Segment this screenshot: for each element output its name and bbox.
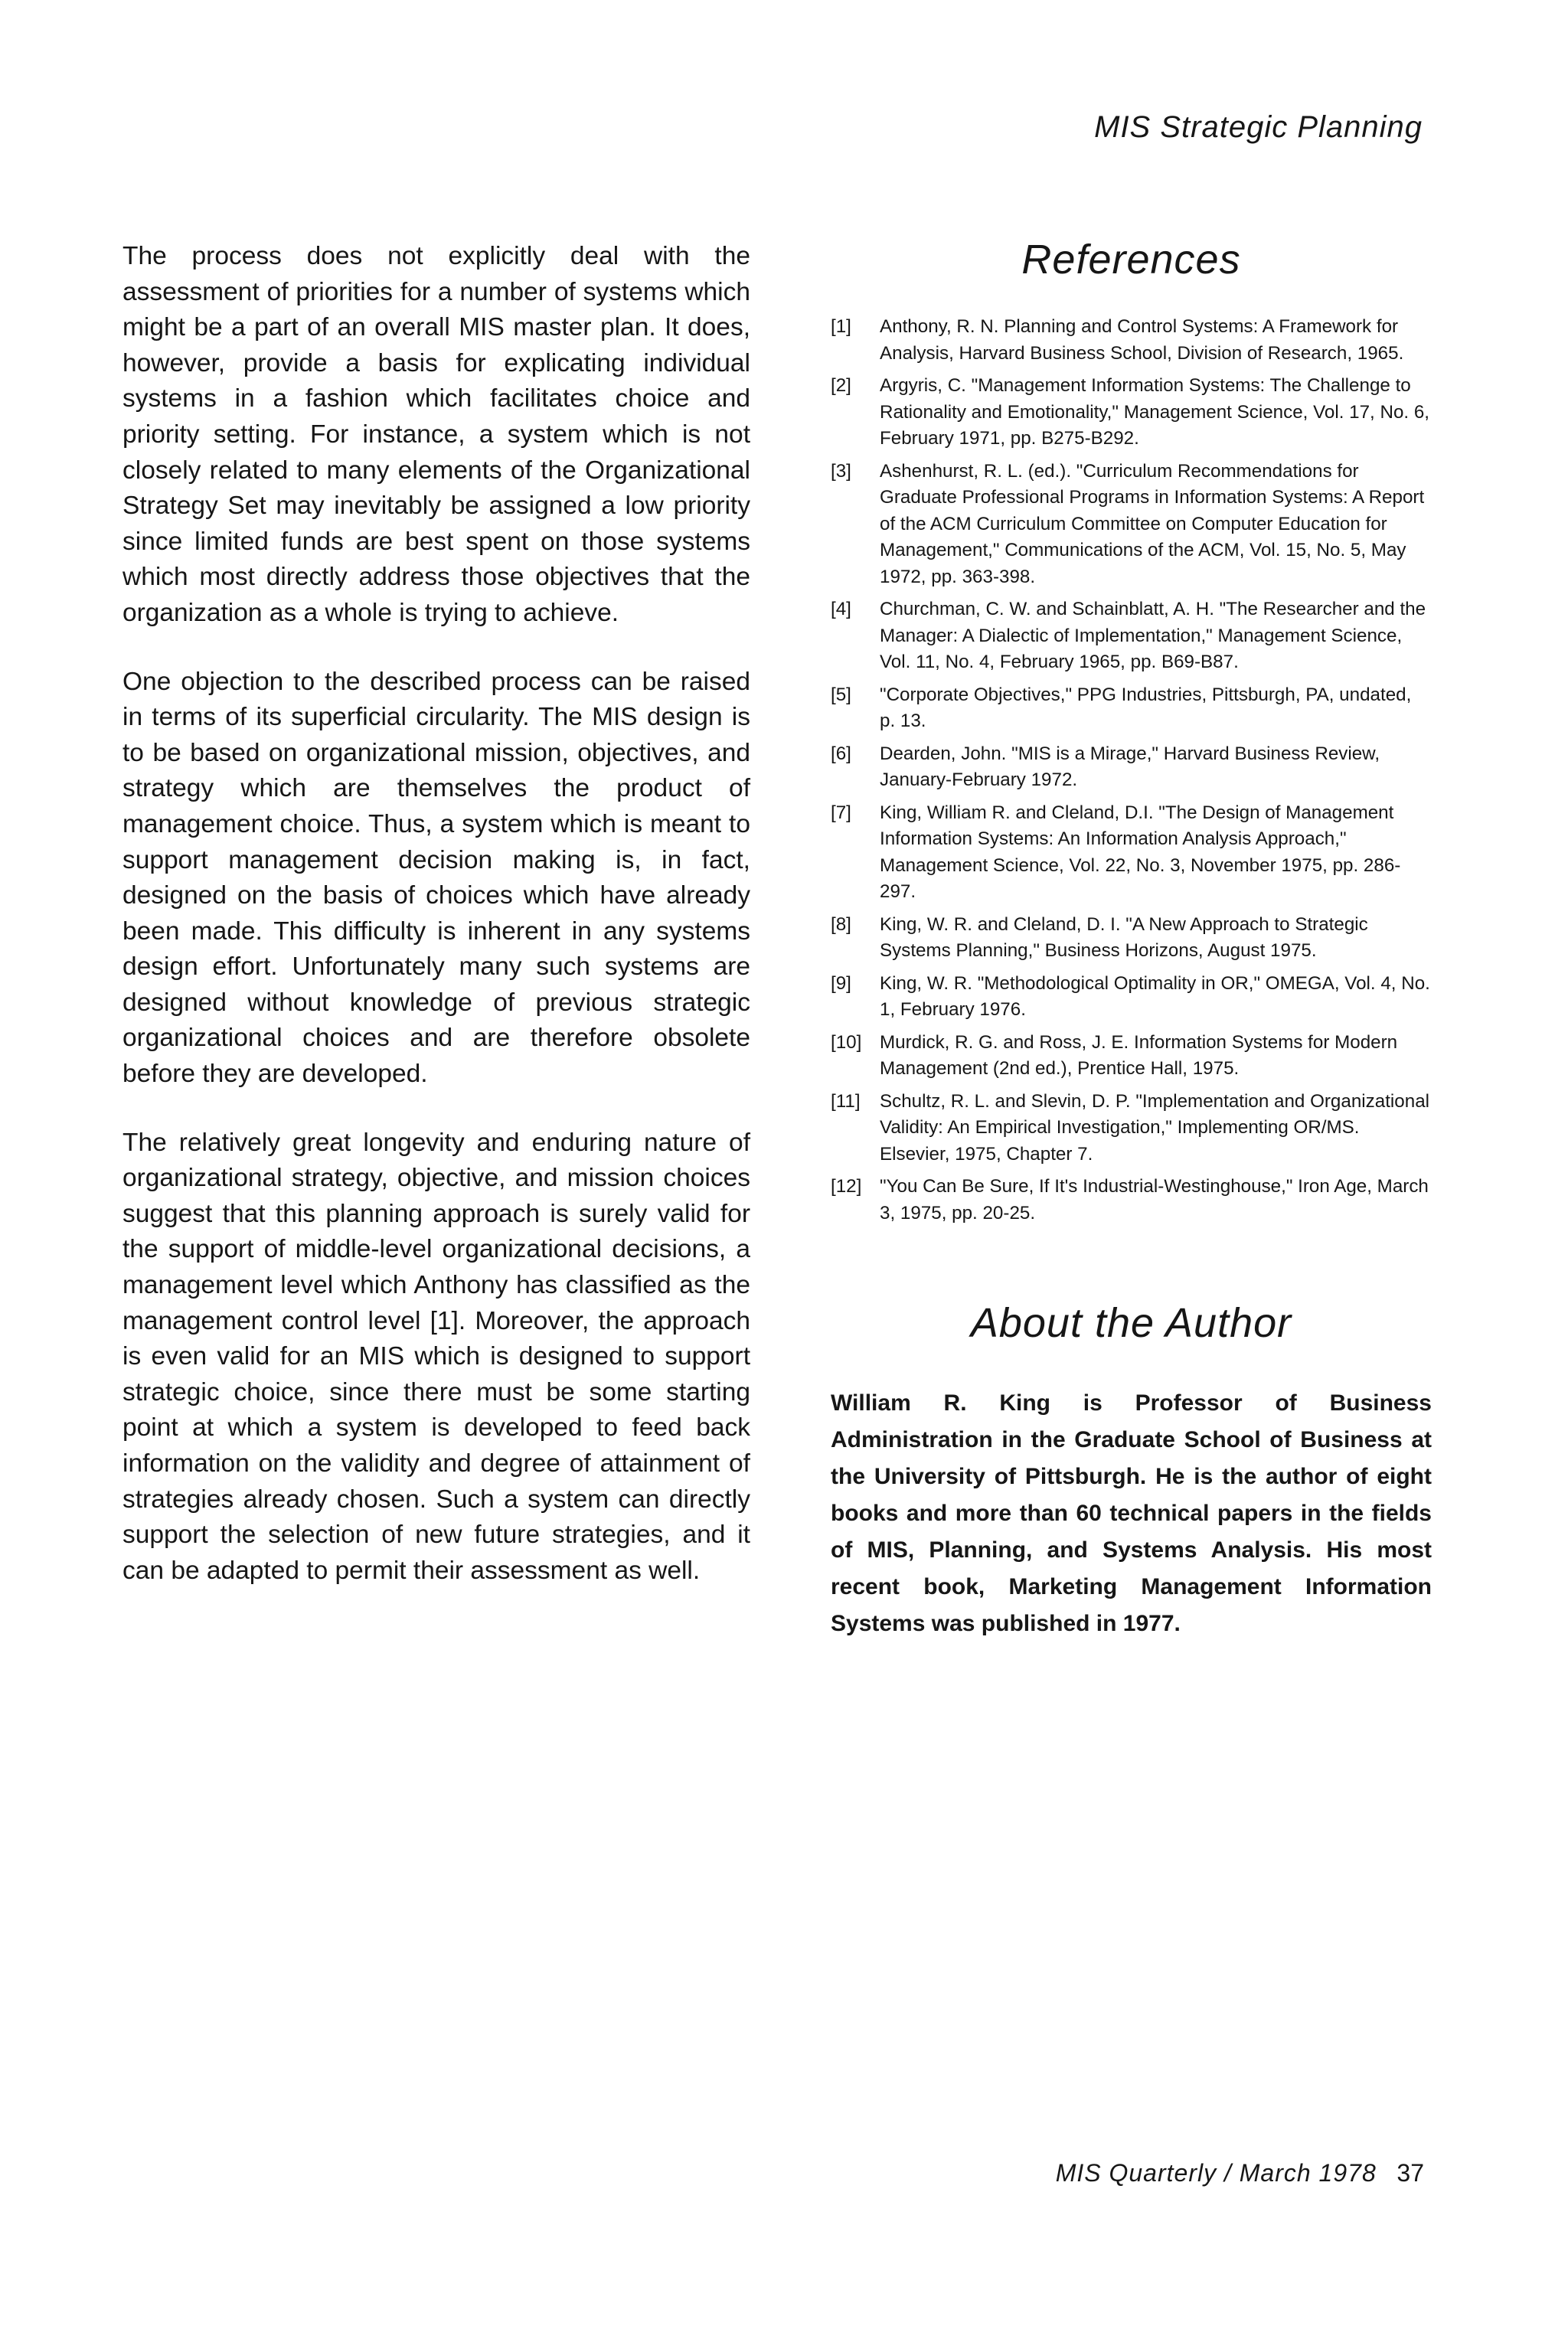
reference-item <box>831 373 1432 452</box>
reference-number: [1] <box>831 316 851 337</box>
reference-item <box>831 1089 1432 1168</box>
reference-item <box>831 459 1432 591</box>
references-heading: References <box>1021 237 1241 283</box>
reference-number: [12] <box>831 1176 862 1197</box>
page-number: 37 <box>1396 2159 1424 2187</box>
reference-number: [8] <box>831 913 851 935</box>
author-bio: William R. King is Professor of Business Administration in the Graduate School of Business at the University of Pittsburgh. He is the author of eight books and more than 60 technical papers in the fields of MIS, Planning, and Systems Analysis. His most recent book, Marketing Management Information Systems was published in 1977. <box>831 1390 1432 1636</box>
reference-text: "Corporate Objectives," PPG Industries, Pittsburgh, PA, undated, p. 13. <box>880 684 1412 731</box>
reference-item <box>831 971 1432 1024</box>
reference-number: [4] <box>831 599 851 619</box>
reference-number: [11] <box>831 1090 861 1112</box>
reference-item <box>831 314 1432 367</box>
reference-item <box>831 1030 1432 1083</box>
reference-number: [7] <box>831 802 851 823</box>
reference-text: King, W. R. "Methodological Optimality in OR," OMEGA, Vol. 4, No. 1, February 1976. <box>880 972 1430 1020</box>
reference-item <box>831 800 1432 906</box>
reference-number: [3] <box>831 460 851 482</box>
reference-text: "You Can Be Sure, If It's Industrial-Westinghouse," Iron Age, March 3, 1975, pp. 20-25. <box>880 1176 1429 1224</box>
reference-number: [9] <box>831 972 851 994</box>
body-paragraph: The process does not explicitly deal with the assessment of priorities for a number of systems which might be a part of an overall MIS master plan. It does, however, provide a basis for explicating individual systems in a fashion which facilitates choice and priority setting. For instance, a system which is not closely related to many elements of the Organizational Strategy Set may inevitably be assigned a low priority since limited funds are best spent on those systems which most directly address those objectives that the organization as a whole is trying to achieve. <box>122 242 750 627</box>
reference-number: [6] <box>831 743 851 764</box>
reference-text: King, William R. and Cleland, D.I. "The Design of Management Information Systems: An Information Analysis Approach," Management Science, Vol. 22, No. 3, November 1975, pp. 286-297. <box>880 802 1401 902</box>
reference-number: [2] <box>831 375 851 396</box>
reference-text: Churchman, C. W. and Schainblatt, A. H. "The Researcher and the Manager: A Dialectic of Implementation," Management Science, Vol. 11, No. 4, February 1965, pp. B69-B87. <box>880 599 1426 672</box>
right-column <box>831 236 1432 1642</box>
about-author-heading: About the Author <box>970 1300 1292 1346</box>
body-paragraph: The relatively great longevity and enduring nature of organizational strategy, objective, and mission choices suggest that this planning approach is surely valid for the support of middle-level organizational decisions, a management level which Anthony has classified as the management control level [1]. Moreover, the approach is even valid for an MIS which is designed to support strategic choice, since there must be some starting point at which a system is developed to feed back information on the validity and degree of attainment of strategies already chosen. Such a system can directly support the selection of new future strategies, and it can be adapted to permit their assessment as well. <box>122 1128 750 1585</box>
journal-citation: MIS Quarterly / March 1978 <box>1055 2159 1377 2187</box>
reference-text: Ashenhurst, R. L. (ed.). "Curriculum Recommendations for Graduate Professional Programs in Information Systems: A Report of the ACM Curriculum Committee on Computer Education for Management," Communications of the ACM, Vol. 15, No. 5, May 1972, pp. 363-398. <box>880 460 1425 587</box>
reference-item <box>831 1174 1432 1227</box>
reference-item <box>831 741 1432 794</box>
body-paragraph: One objection to the described process can be raised in terms of its superficial circularity. The MIS design is to be based on organizational mission, objectives, and strategy which are themselves the product of management choice. Thus, a system which is meant to support management decision making is, in fact, designed on the basis of choices which have already been made. This difficulty is inherent in any systems design effort. Unfortunately many such systems are designed without knowledge of previous strategic organizational choices and are therefore obsolete before they are developed. <box>122 667 750 1089</box>
reference-text: Anthony, R. N. Planning and Control Systems: A Framework for Analysis, Harvard Business School, Division of Research, 1965. <box>880 316 1404 364</box>
reference-text: King, W. R. and Cleland, D. I. "A New Approach to Strategic Systems Planning," Business Horizons, August 1975. <box>880 913 1368 961</box>
page-footer <box>1056 2159 1424 2187</box>
reference-text: Schultz, R. L. and Slevin, D. P. "Implementation and Organizational Validity: An Empirical Investigation," Implementing OR/MS. Elsevier, 1975, Chapter 7. <box>880 1090 1430 1165</box>
reference-text: Dearden, John. "MIS is a Mirage," Harvard Business Review, January-February 1972. <box>880 743 1380 790</box>
reference-item <box>831 912 1432 965</box>
reference-number: [10] <box>831 1031 862 1053</box>
reference-text: Argyris, C. "Management Information Systems: The Challenge to Rationality and Emotionality," Management Science, Vol. 17, No. 6, February 1971, pp. B275-B292. <box>880 375 1430 449</box>
reference-number: [5] <box>831 684 851 705</box>
reference-item <box>831 596 1432 676</box>
reference-item <box>831 682 1432 735</box>
reference-list <box>831 314 1432 1227</box>
left-column <box>122 239 750 1622</box>
reference-text: Murdick, R. G. and Ross, J. E. Information Systems for Modern Management (2nd ed.), Prentice Hall, 1975. <box>880 1031 1398 1079</box>
running-head: MIS Strategic Planning <box>1094 110 1423 144</box>
